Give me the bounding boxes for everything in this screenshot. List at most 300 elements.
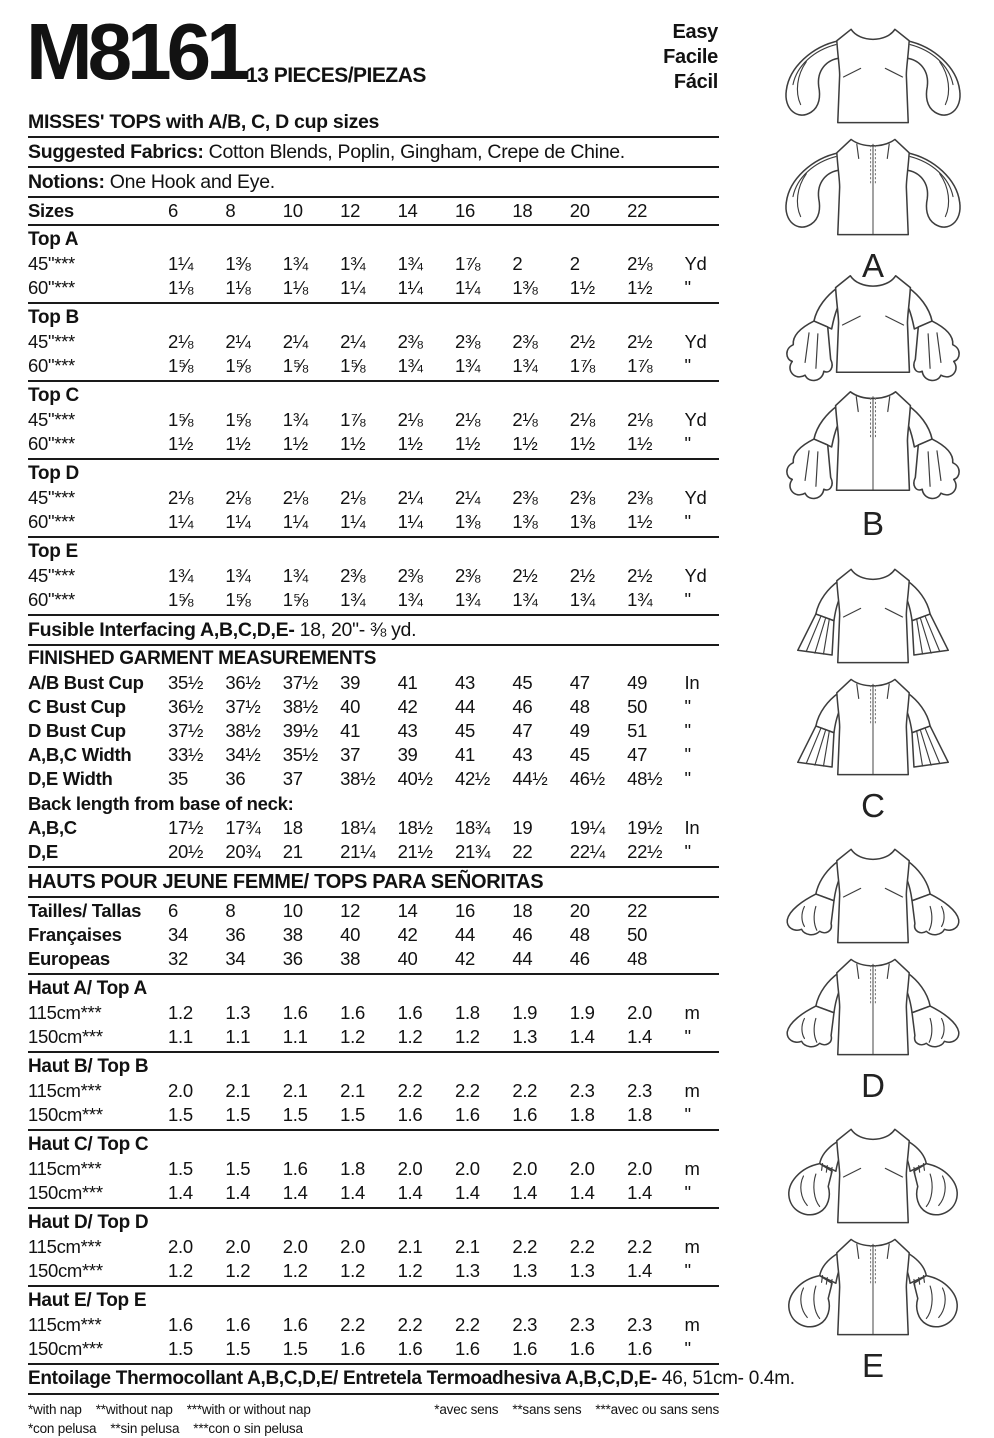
cell-value: 2⅛ xyxy=(512,409,538,430)
cell-value: 37½ xyxy=(282,672,318,693)
cell-value: 14 xyxy=(397,200,418,221)
cell-value: 1½ xyxy=(569,433,595,454)
cell-value: 36½ xyxy=(168,696,204,717)
cell-value: 2.0 xyxy=(627,1158,652,1179)
table-section xyxy=(28,382,719,460)
cell-value: 1⅞ xyxy=(627,355,653,376)
cell-value: 2½ xyxy=(512,565,538,586)
cell-value: 2.1 xyxy=(340,1080,365,1101)
cell-value: 20 xyxy=(569,900,590,921)
row-label: 45"*** xyxy=(28,565,75,586)
cell-value: 2.0 xyxy=(627,1002,652,1023)
cell-value: 1.4 xyxy=(282,1182,308,1203)
cell-value: 1.6 xyxy=(282,1314,308,1335)
difficulty-facile: Facile xyxy=(663,46,718,68)
cell-value: 1.6 xyxy=(397,1338,423,1359)
cell-value: 1½ xyxy=(627,277,653,298)
cell-value: 2.1 xyxy=(282,1080,308,1101)
cell-value: 1¾ xyxy=(397,589,423,610)
cell-value: 1.5 xyxy=(225,1338,251,1359)
unit-cell: Yd xyxy=(684,331,707,352)
metric-size-rows xyxy=(28,898,719,975)
cell-value: 1¾ xyxy=(397,355,423,376)
row-label: 45"*** xyxy=(28,253,75,274)
unit-cell: " xyxy=(684,768,691,789)
unit-cell: " xyxy=(684,744,691,765)
cell-value: 1.2 xyxy=(282,1260,308,1281)
sizes-header-row xyxy=(28,198,719,226)
table-row xyxy=(28,923,719,947)
unit-cell: " xyxy=(684,589,691,610)
top-a-illustration xyxy=(752,16,994,284)
unit-cell: Yd xyxy=(684,409,707,430)
view-letter-a: A xyxy=(861,247,884,284)
cell-value: 1.4 xyxy=(569,1182,595,1203)
section-title: Top B xyxy=(28,307,79,328)
cell-value: 2⅜ xyxy=(512,331,538,352)
cell-value: 1.8 xyxy=(340,1158,365,1179)
cell-value: 1¾ xyxy=(512,355,538,376)
section-title: Top E xyxy=(28,541,78,562)
cell-value: 50 xyxy=(627,696,648,717)
cell-value: 1½ xyxy=(454,433,481,454)
cell-value: 2.2 xyxy=(512,1236,538,1257)
pieces-count: 13 PIECES/PIEZAS xyxy=(246,64,426,87)
fusible-interfacing-line xyxy=(28,616,719,646)
cell-value: 37 xyxy=(340,744,361,765)
cell-value: 1½ xyxy=(340,433,366,454)
unit-cell: " xyxy=(684,1338,691,1359)
unit-cell: Yd xyxy=(684,565,707,586)
cell-value: 41 xyxy=(397,672,418,693)
cell-value: 1.2 xyxy=(340,1026,365,1047)
top-d-back-view xyxy=(759,948,987,1068)
cell-value: 46½ xyxy=(569,768,605,789)
footnote-con-o-sin-pelusa: ***con o sin pelusa xyxy=(193,1421,303,1436)
cell-value: 1¾ xyxy=(627,589,653,610)
row-label: Sizes xyxy=(28,200,74,221)
table-row xyxy=(28,1313,719,1337)
top-b-back-view xyxy=(759,380,987,506)
table-row xyxy=(28,408,719,432)
cell-value: 2⅜ xyxy=(454,565,481,586)
top-e-illustration xyxy=(752,1116,994,1384)
cell-value: 2.0 xyxy=(168,1236,193,1257)
cell-value: 1⅛ xyxy=(282,277,308,298)
cell-value: 1.6 xyxy=(340,1002,365,1023)
cell-value: 22½ xyxy=(627,841,663,862)
cell-value: 33½ xyxy=(168,744,204,765)
cell-value: 2.0 xyxy=(512,1158,538,1179)
cell-value: 1⅜ xyxy=(512,511,538,532)
cell-value: 18¾ xyxy=(454,817,491,838)
footnote-con-pelusa: *con pelusa xyxy=(28,1421,97,1436)
cell-value: 1⅝ xyxy=(340,355,366,376)
cell-value: 40 xyxy=(340,924,361,945)
unit-cell: " xyxy=(684,355,691,376)
cell-value: 1.4 xyxy=(627,1026,652,1047)
cell-value: 1⅛ xyxy=(168,277,194,298)
top-e-back-view xyxy=(759,1228,987,1348)
cell-value: 1½ xyxy=(397,433,423,454)
row-label: D,E xyxy=(28,841,58,862)
row-label: Europeas xyxy=(28,948,110,969)
row-label: Tailles/ Tallas xyxy=(28,900,142,921)
cell-value: 2.2 xyxy=(454,1080,480,1101)
cell-value: 37½ xyxy=(168,720,204,741)
cell-value: 20¾ xyxy=(225,841,261,862)
cell-value: 1½ xyxy=(282,433,308,454)
cell-value: 1½ xyxy=(627,511,653,532)
garment-description: MISSES' TOPS with A/B, C, D cup sizes xyxy=(28,108,719,138)
cell-value: 1.5 xyxy=(168,1338,193,1359)
table-row xyxy=(28,1337,719,1361)
cell-value: 16 xyxy=(454,900,475,921)
row-label: C Bust Cup xyxy=(28,696,126,717)
cell-value: 46 xyxy=(512,924,533,945)
cell-value: 1½ xyxy=(627,433,653,454)
cell-value: 34 xyxy=(168,924,188,945)
row-label: 150cm*** xyxy=(28,1338,103,1359)
table-section xyxy=(28,975,719,1053)
cell-value: 39½ xyxy=(282,720,318,741)
cell-value: 1¼ xyxy=(340,277,366,298)
top-c-front-view xyxy=(759,556,987,676)
cell-value: 2⅛ xyxy=(168,487,194,508)
cell-value: 1⅛ xyxy=(225,277,251,298)
cell-value: 37½ xyxy=(225,696,261,717)
cell-value: 2⅛ xyxy=(627,409,653,430)
footnote-spanish xyxy=(28,1421,317,1436)
row-label: A/B Bust Cup xyxy=(28,672,144,693)
cell-value: 1.2 xyxy=(340,1260,365,1281)
entoilage-line xyxy=(28,1365,795,1395)
cell-value: 19 xyxy=(512,817,533,838)
cell-value: 42 xyxy=(454,948,475,969)
footnote-sin-pelusa: **sin pelusa xyxy=(110,1421,180,1436)
cell-value: 1.9 xyxy=(569,1002,595,1023)
fusible-text: 18, 20"- ⅜ yd. xyxy=(294,619,417,641)
cell-value: 1.3 xyxy=(454,1260,480,1281)
unit-cell: " xyxy=(684,1182,691,1203)
cell-value: 21¼ xyxy=(340,841,376,862)
notions-label: Notions: xyxy=(28,171,105,193)
cell-value: 1.5 xyxy=(225,1104,251,1125)
cell-value: 43 xyxy=(454,672,475,693)
cell-value: 18½ xyxy=(397,817,433,838)
cell-value: 12 xyxy=(340,900,361,921)
table-row xyxy=(28,1025,719,1049)
cell-value: 2.0 xyxy=(397,1158,423,1179)
table-section xyxy=(28,226,719,304)
cell-value: 1.3 xyxy=(512,1026,538,1047)
cell-value: 1¾ xyxy=(454,355,481,376)
cell-value: 2.2 xyxy=(397,1314,423,1335)
cell-value: 1.6 xyxy=(168,1314,193,1335)
table-row xyxy=(28,1103,719,1127)
cell-value: 1¾ xyxy=(512,589,538,610)
cell-value: 2.0 xyxy=(282,1236,308,1257)
cell-value: 1.2 xyxy=(168,1002,193,1023)
cell-value: 44 xyxy=(512,948,533,969)
cell-value: 48½ xyxy=(627,768,663,789)
cell-value: 35½ xyxy=(282,744,318,765)
cell-value: 2.3 xyxy=(569,1314,595,1335)
section-title: Haut C/ Top C xyxy=(28,1134,149,1155)
unit-cell: " xyxy=(684,511,691,532)
top-a-back-view xyxy=(759,128,987,248)
cell-value: 1⅝ xyxy=(282,589,308,610)
cell-value: 32 xyxy=(168,948,188,969)
row-label: 115cm*** xyxy=(28,1314,102,1335)
unit-cell: " xyxy=(684,1260,691,1281)
cell-value: 45 xyxy=(512,672,533,693)
cell-value: 36 xyxy=(282,948,303,969)
cell-value: 18¼ xyxy=(340,817,376,838)
cell-value: 2⅜ xyxy=(454,331,481,352)
cell-value: 18 xyxy=(512,200,533,221)
footnote-line-2 xyxy=(28,1419,719,1438)
unit-cell: " xyxy=(684,433,691,454)
table-row xyxy=(28,743,719,767)
table-row xyxy=(28,899,719,923)
cell-value: 2.2 xyxy=(569,1236,595,1257)
section-title: Top C xyxy=(28,385,79,406)
cell-value: 2¼ xyxy=(397,487,423,508)
table-section xyxy=(28,1287,719,1365)
cell-value: 2.2 xyxy=(627,1236,652,1257)
cell-value: 1.6 xyxy=(340,1338,365,1359)
section-title: Haut D/ Top D xyxy=(28,1212,149,1233)
cell-value: 40 xyxy=(340,696,361,717)
cell-value: 1⅝ xyxy=(225,589,251,610)
cell-value: 2.0 xyxy=(340,1236,365,1257)
cell-value: 18 xyxy=(512,900,533,921)
top-a-front-view xyxy=(759,16,987,136)
cell-value: 42 xyxy=(397,924,418,945)
cell-value: 40 xyxy=(397,948,418,969)
cell-value: 1.1 xyxy=(225,1026,251,1047)
cell-value: 38 xyxy=(282,924,303,945)
cell-value: 1.2 xyxy=(168,1260,193,1281)
cell-value: 2⅜ xyxy=(627,487,653,508)
cell-value: 2.1 xyxy=(225,1080,251,1101)
cell-value: 22¼ xyxy=(569,841,605,862)
cell-value: 2.0 xyxy=(168,1080,193,1101)
cell-value: 1.1 xyxy=(168,1026,193,1047)
cell-value: 50 xyxy=(627,924,648,945)
cell-value: 1¼ xyxy=(397,511,423,532)
cell-value: 2⅛ xyxy=(454,409,481,430)
table-row xyxy=(28,354,719,378)
unit-cell: m xyxy=(684,1080,700,1101)
view-letter-c: C xyxy=(861,787,885,824)
top-e-front-view xyxy=(759,1116,987,1236)
cell-value: 43 xyxy=(397,720,418,741)
cell-value: 8 xyxy=(225,200,236,221)
top-c-back-view xyxy=(759,668,987,788)
yardage-sections xyxy=(28,226,719,616)
cell-value: 1⅜ xyxy=(225,253,251,274)
section-title: Top A xyxy=(28,229,79,250)
cell-value: 1½ xyxy=(569,277,595,298)
cell-value: 1.6 xyxy=(454,1104,480,1125)
table-row xyxy=(28,564,719,588)
cell-value: 12 xyxy=(340,200,361,221)
footnote-sans-sens: **sans sens xyxy=(512,1402,582,1417)
cell-value: 38½ xyxy=(225,720,261,741)
unit-cell: m xyxy=(684,1236,700,1257)
cell-value: 22 xyxy=(627,900,648,921)
cell-value: 1¾ xyxy=(397,253,423,274)
cell-value: 43 xyxy=(512,744,533,765)
table-row xyxy=(28,1259,719,1283)
unit-cell: " xyxy=(684,841,691,862)
suggested-fabrics-line xyxy=(28,138,719,168)
section-title: Haut E/ Top E xyxy=(28,1290,147,1311)
cell-value: 21¾ xyxy=(454,841,491,862)
cell-value: 38½ xyxy=(282,696,318,717)
cell-value: 2.3 xyxy=(627,1314,652,1335)
cell-value: 36 xyxy=(225,924,246,945)
cell-value: 34½ xyxy=(225,744,261,765)
cell-value: 2⅜ xyxy=(512,487,538,508)
top-c-illustration xyxy=(752,556,994,824)
row-label: 150cm*** xyxy=(28,1260,103,1281)
cell-value: 2.0 xyxy=(569,1158,595,1179)
cell-value: 46 xyxy=(569,948,590,969)
cell-value: 2.3 xyxy=(512,1314,538,1335)
cell-value: 49 xyxy=(569,720,590,741)
cell-value: 2.0 xyxy=(454,1158,480,1179)
cell-value: 1.2 xyxy=(225,1260,251,1281)
cell-value: 21 xyxy=(282,841,303,862)
cell-value: 1.5 xyxy=(282,1104,308,1125)
cell-value: 2½ xyxy=(569,331,595,352)
top-b-illustration xyxy=(752,262,994,542)
footnote-avec-ou-sans-sens: ***avec ou sans sens xyxy=(595,1402,719,1417)
cell-value: 2⅛ xyxy=(397,409,423,430)
row-label: Françaises xyxy=(28,924,122,945)
cell-value: 1.6 xyxy=(397,1002,423,1023)
cell-value: 2.1 xyxy=(454,1236,480,1257)
cell-value: 21½ xyxy=(397,841,433,862)
table-section xyxy=(28,1131,719,1209)
cell-value: 2.2 xyxy=(454,1314,480,1335)
pattern-number: M8161 xyxy=(26,7,246,96)
cell-value: 1.2 xyxy=(397,1026,423,1047)
view-letter-b: B xyxy=(861,505,884,542)
footnotes xyxy=(28,1395,719,1438)
footnote-french xyxy=(420,1400,719,1419)
cell-value: 1¼ xyxy=(225,511,251,532)
table-row xyxy=(28,719,719,743)
table-row xyxy=(28,199,719,223)
cell-value: 37 xyxy=(282,768,303,789)
cell-value: 1.5 xyxy=(340,1104,365,1125)
table-row xyxy=(28,1079,719,1103)
cell-value: 1⅜ xyxy=(512,277,538,298)
cell-value: 1¼ xyxy=(168,253,194,274)
cell-value: 2⅛ xyxy=(340,487,366,508)
unit-cell: m xyxy=(684,1002,700,1023)
back-length-rows xyxy=(28,816,719,868)
unit-cell: " xyxy=(684,1104,691,1125)
unit-cell: In xyxy=(684,672,700,693)
cell-value: 19¼ xyxy=(569,817,605,838)
cell-value: 1¾ xyxy=(282,565,308,586)
unit-cell: " xyxy=(684,277,691,298)
cell-value: 1¾ xyxy=(340,589,366,610)
cell-value: 2½ xyxy=(627,331,653,352)
cell-value: 1¼ xyxy=(454,277,481,298)
top-d-front-view xyxy=(759,836,987,956)
table-row xyxy=(28,252,719,276)
view-letter-e: E xyxy=(861,1347,884,1384)
cell-value: 47 xyxy=(627,744,648,765)
row-label: 150cm*** xyxy=(28,1026,103,1047)
finished-measurements-title: FINISHED GARMENT MEASUREMENTS xyxy=(28,648,377,669)
cell-value: 1.4 xyxy=(627,1182,652,1203)
cell-value: 1.4 xyxy=(454,1182,480,1203)
cell-value: 1½ xyxy=(512,433,538,454)
table-row xyxy=(28,671,719,695)
table-section xyxy=(28,304,719,382)
table-row xyxy=(28,695,719,719)
cell-value: 1.5 xyxy=(225,1158,251,1179)
unit-cell: m xyxy=(684,1314,700,1335)
table-row xyxy=(28,510,719,534)
cell-value: 14 xyxy=(397,900,418,921)
cell-value: 2⅜ xyxy=(397,565,423,586)
cell-value: 20 xyxy=(569,200,590,221)
cell-value: 1⅝ xyxy=(168,355,194,376)
row-label: 115cm*** xyxy=(28,1236,102,1257)
cell-value: 42 xyxy=(397,696,418,717)
cell-value: 1⅞ xyxy=(454,253,481,274)
table-row xyxy=(28,486,719,510)
unit-cell: " xyxy=(684,696,691,717)
footnote-without-nap: **without nap xyxy=(95,1402,173,1417)
cell-value: 35 xyxy=(168,768,188,789)
row-label: 150cm*** xyxy=(28,1182,103,1203)
cell-value: 1.6 xyxy=(225,1314,251,1335)
table-row xyxy=(28,276,719,300)
cell-value: 2.2 xyxy=(397,1080,423,1101)
table-row xyxy=(28,1001,719,1025)
row-label: 115cm*** xyxy=(28,1158,102,1179)
table-row xyxy=(28,1181,719,1205)
cell-value: 46 xyxy=(512,696,533,717)
cell-value: 45 xyxy=(569,744,590,765)
suggested-fabrics-text: Cotton Blends, Poplin, Gingham, Crepe de Chine. xyxy=(203,141,625,163)
suggested-fabrics-label: Suggested Fabrics: xyxy=(28,141,204,163)
cell-value: 1⅜ xyxy=(569,511,595,532)
cell-value: 1.4 xyxy=(627,1260,652,1281)
cell-value: 6 xyxy=(168,200,178,221)
cell-value: 40½ xyxy=(397,768,433,789)
footnote-with-nap: *with nap xyxy=(28,1402,82,1417)
cell-value: 8 xyxy=(225,900,236,921)
table-section xyxy=(28,460,719,538)
cell-value: 1.8 xyxy=(454,1002,480,1023)
cell-value: 1⅝ xyxy=(168,409,194,430)
unit-cell: m xyxy=(684,1158,700,1179)
difficulty-facil: Fácil xyxy=(673,71,718,93)
table-row xyxy=(28,588,719,612)
cell-value: 1.3 xyxy=(569,1260,595,1281)
cell-value: 1⅝ xyxy=(282,355,308,376)
